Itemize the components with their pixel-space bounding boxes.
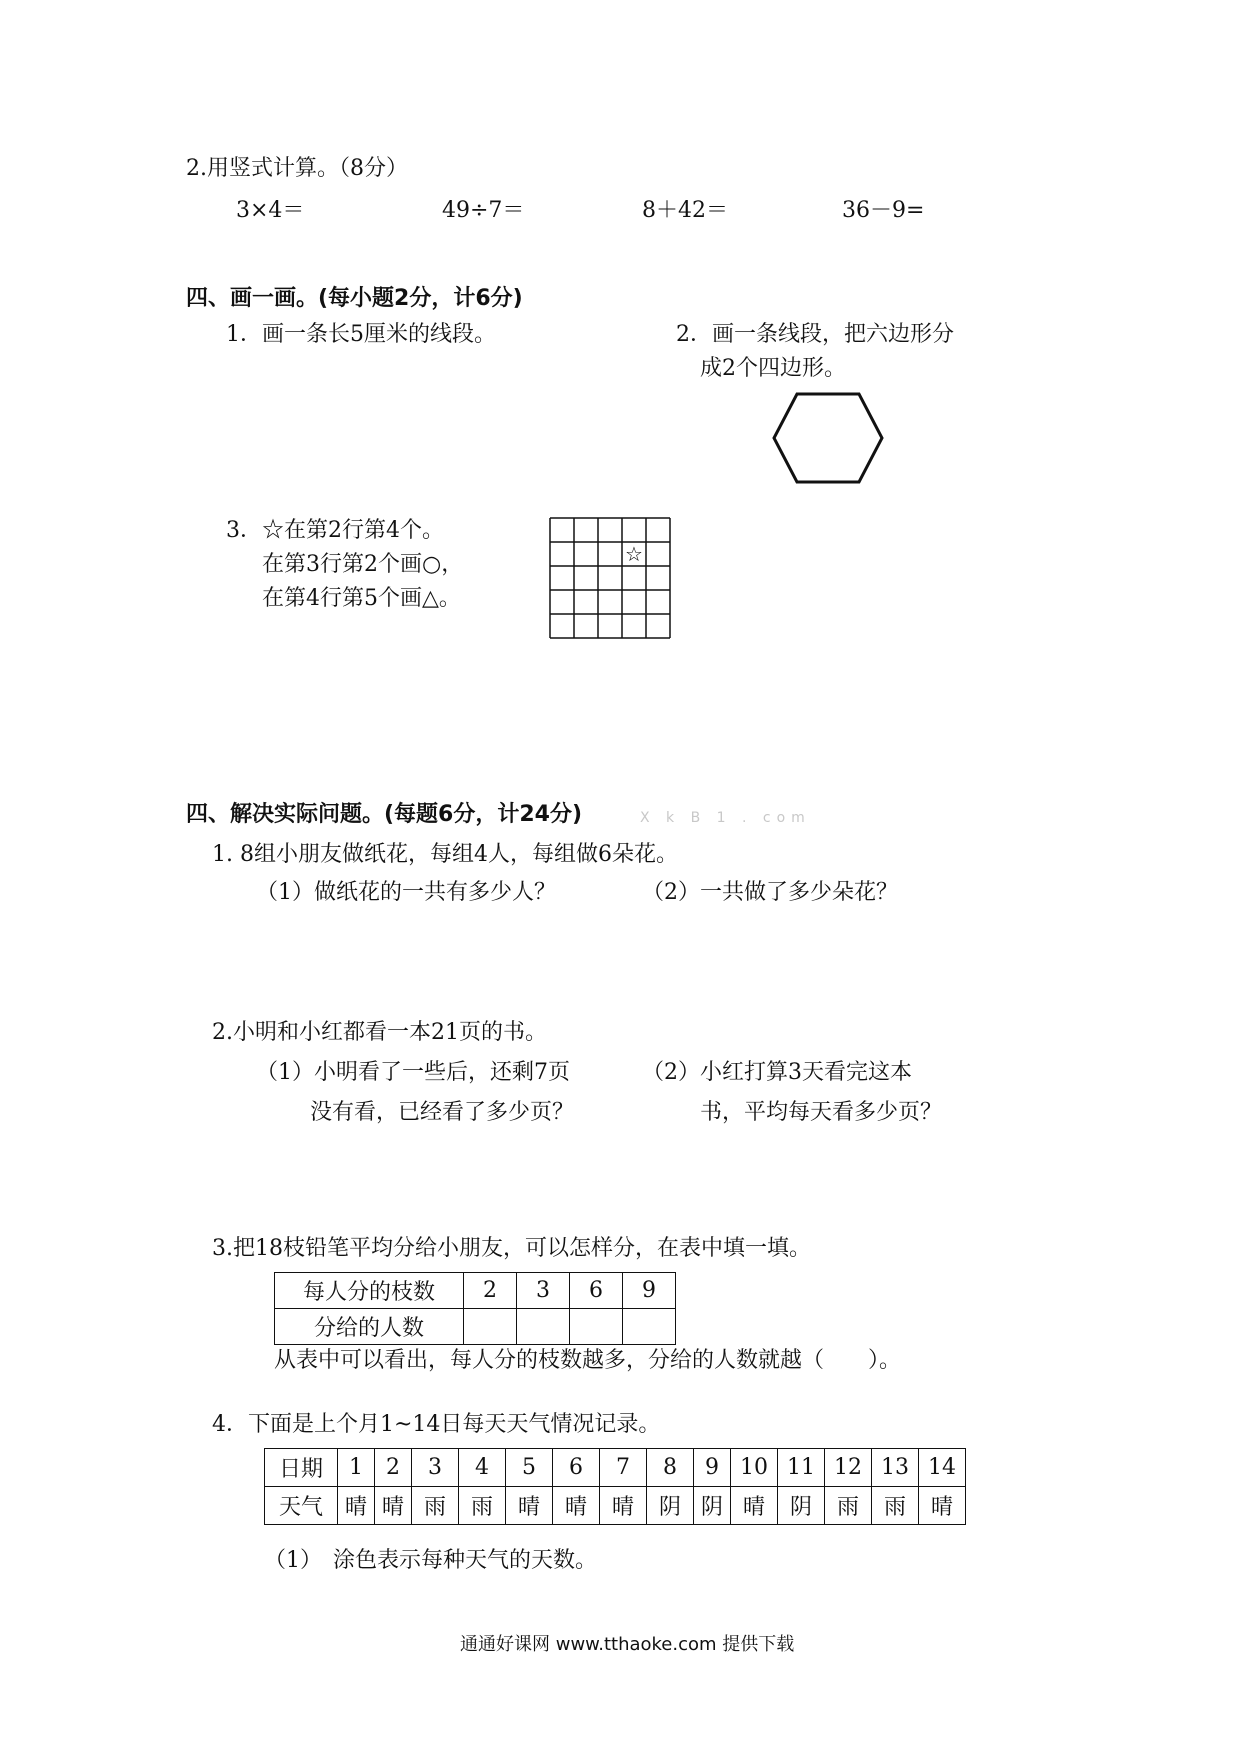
table-cell: 2 [375,1449,412,1487]
table-cell: 4 [459,1449,506,1487]
table-cell: 5 [506,1449,553,1487]
calc-item-3: 8＋42＝ [642,198,728,223]
problem3-conclusion: 从表中可以看出，每人分的枝数越多，分给的人数就越（ ）。 [274,1348,902,1373]
table-cell: 晴 [919,1487,966,1525]
problem2-part-b-line1: （2）小红打算3天看完这本 [642,1060,912,1085]
table-cell: 1 [338,1449,375,1487]
grid-figure [548,516,674,640]
answer-blank[interactable] [517,1309,570,1345]
calc-title: 2.用竖式计算。（8分） [186,156,408,181]
table-cell: 12 [825,1449,872,1487]
table-cell: 雨 [872,1487,919,1525]
table-cell: 晴 [553,1487,600,1525]
table-label: 日期 [265,1449,338,1487]
draw-q3-line2: 在第3行第2个画○， [262,552,464,577]
table-cell: 阴 [694,1487,731,1525]
table-cell: 9 [694,1449,731,1487]
calc-item-1: 3×4＝ [236,198,305,223]
problem2-stem: 2.小明和小红都看一本21页的书。 [212,1020,547,1045]
table-cell: 7 [600,1449,647,1487]
table-label: 分给的人数 [275,1309,464,1345]
draw-q2-line1: 2．画一条线段，把六边形分 [676,322,954,347]
answer-blank[interactable] [570,1309,623,1345]
answer-blank[interactable] [464,1309,517,1345]
table-cell: 晴 [506,1487,553,1525]
table-cell: 11 [778,1449,825,1487]
problem2-part-a-line2: 没有看，已经看了多少页？ [310,1100,575,1125]
table-label: 每人分的枝数 [275,1273,464,1309]
calc-item-4: 36－9= [842,198,925,223]
weather-table [264,1448,966,1525]
table-cell: 10 [731,1449,778,1487]
calc-item-2: 49÷7＝ [442,198,525,223]
problem2-part-b-line2: 书，平均每天看多少页？ [700,1100,943,1125]
table-cell: 雨 [825,1487,872,1525]
star-icon: ☆ [625,542,643,566]
table-cell: 晴 [600,1487,647,1525]
table-cell: 晴 [731,1487,778,1525]
table-cell: 14 [919,1449,966,1487]
table-label: 天气 [265,1487,338,1525]
table-cell: 阴 [778,1487,825,1525]
table-cell: 雨 [412,1487,459,1525]
hexagon-figure [770,390,886,486]
table-row [275,1273,676,1309]
problem2-part-a-line1: （1）小明看了一些后，还剩7页 [256,1060,570,1085]
table-cell: 雨 [459,1487,506,1525]
problem1-stem: 1. 8组小朋友做纸花，每组4人，每组做6朵花。 [212,842,678,867]
draw-header: 四、画一画。(每小题2分，计6分) [186,286,523,311]
draw-q3-line3: 在第4行第5个画△。 [262,586,461,611]
problem1-part-b: （2）一共做了多少朵花？ [642,880,898,905]
table-cell: 13 [872,1449,919,1487]
draw-q2-line2: 成2个四边形。 [700,356,846,381]
problem1-part-a: （1）做纸花的一共有多少人？ [256,880,556,905]
draw-q1: 1．画一条长5厘米的线段。 [226,322,496,347]
table-cell: 阴 [647,1487,694,1525]
problem4-stem: 4．下面是上个月1~14日每天天气情况记录。 [212,1412,661,1437]
footer: 通通好课网 www.tthaoke.com 提供下载 [460,1634,795,1655]
table-cell: 3 [517,1273,570,1309]
answer-blank[interactable] [623,1309,676,1345]
table-cell: 晴 [375,1487,412,1525]
problem4-sub1: （1） 涂色表示每种天气的天数。 [264,1548,597,1573]
table-row [265,1487,966,1525]
table-row [275,1309,676,1345]
table-cell: 3 [412,1449,459,1487]
watermark: X k B 1 . com [640,810,811,826]
table-cell: 6 [553,1449,600,1487]
table-cell: 9 [623,1273,676,1309]
draw-q3-line1: 3．☆在第2行第4个。 [226,518,444,543]
table-cell: 8 [647,1449,694,1487]
solve-header: 四、解决实际问题。(每题6分，计24分) [186,802,583,827]
table-cell: 2 [464,1273,517,1309]
table-row [265,1449,966,1487]
pencil-table [274,1272,676,1345]
table-cell: 6 [570,1273,623,1309]
table-cell: 晴 [338,1487,375,1525]
problem3-stem: 3.把18枝铅笔平均分给小朋友，可以怎样分，在表中填一填。 [212,1236,811,1261]
